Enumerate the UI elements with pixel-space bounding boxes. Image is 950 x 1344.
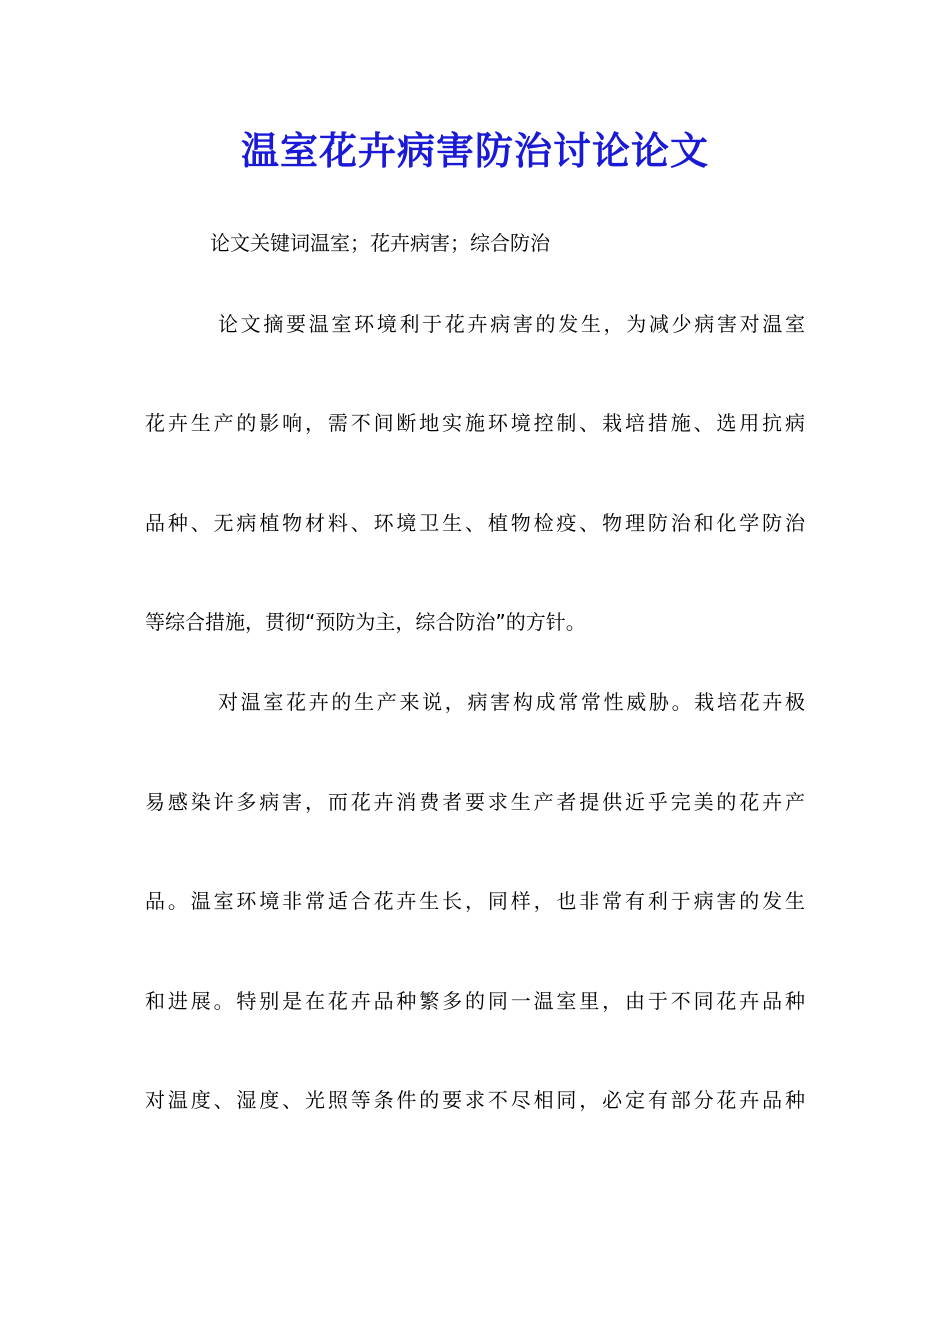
abstract-line-3: 品种、无病植物材料、环境卫生、植物检疫、物理防治和化学防治: [145, 511, 805, 535]
keywords-line: 论文关键词温室；花卉病害；综合防治: [210, 231, 550, 255]
document-title: 温室花卉病害防治讨论论文: [240, 128, 709, 173]
abstract-line-4: 等综合措施，贯彻“预防为主，综合防治”的方针。: [145, 610, 586, 634]
body-line-4: 和进展。特别是在花卉品种繁多的同一温室里，由于不同花卉品种: [145, 989, 805, 1013]
abstract-line-2: 花卉生产的影响，需不间断地实施环境控制、栽培措施、选用抗病: [145, 411, 805, 435]
abstract-line-1: 论文摘要温室环境利于花卉病害的发生，为减少病害对温室: [218, 312, 805, 336]
body-line-2: 易感染许多病害，而花卉消费者要求生产者提供近乎完美的花卉产: [145, 790, 805, 814]
body-line-5: 对温度、湿度、光照等条件的要求不尽相同，必定有部分花卉品种: [145, 1088, 805, 1112]
body-line-3: 品。温室环境非常适合花卉生长，同样，也非常有利于病害的发生: [145, 889, 805, 913]
body-line-1: 对温室花卉的生产来说，病害构成常常性威胁。栽培花卉极: [218, 690, 805, 714]
